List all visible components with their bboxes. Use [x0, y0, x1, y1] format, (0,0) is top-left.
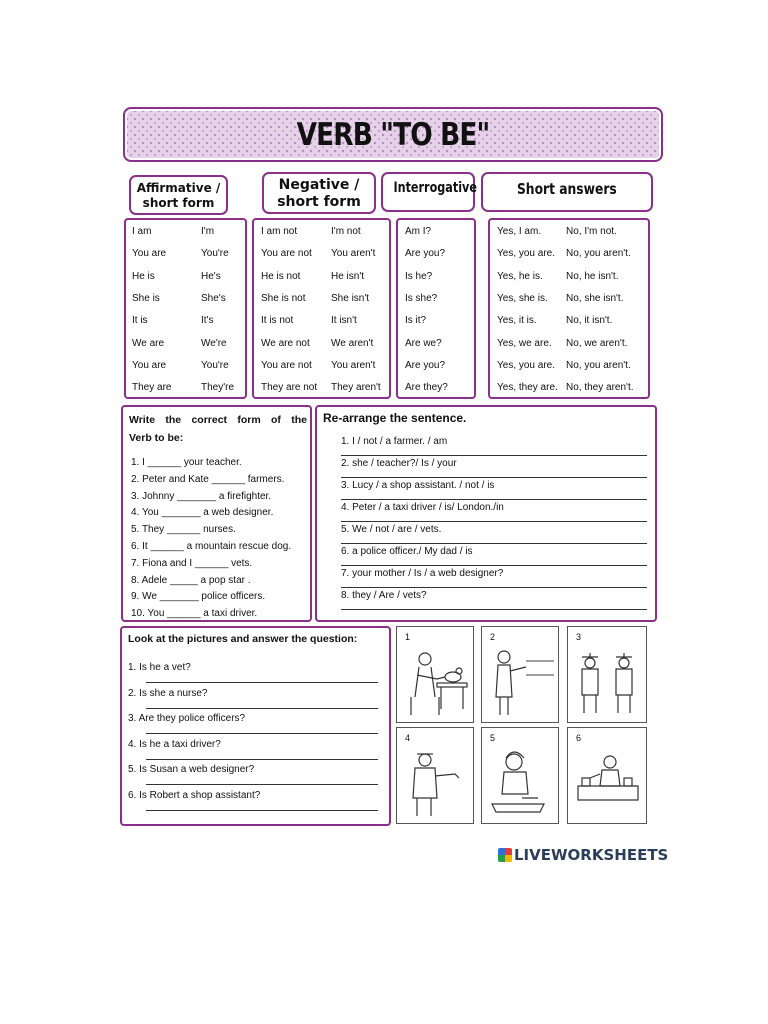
exercise-fill-in-title-line2: Verb to be: [129, 432, 184, 444]
table-cell: You are [132, 359, 167, 371]
table-cell: No, it isn't. [566, 315, 613, 327]
rearrange-item: 4. Peter / a taxi driver / is/ London./in [341, 502, 504, 513]
liveworksheets-logo-icon [498, 848, 512, 862]
picture-number: 4 [405, 733, 411, 743]
table-cell: It's [201, 315, 214, 327]
answer-line [146, 759, 378, 760]
table-cell: Yes, you are. [497, 248, 556, 260]
picture-5 [481, 727, 559, 824]
table-cell: Yes, it is. [497, 315, 537, 327]
answer-line [341, 587, 647, 588]
fill-in-item: 1. I ______ your teacher. [131, 457, 242, 468]
table-cell: Is she? [405, 292, 438, 304]
fill-in-item: 10. You ______ a taxi driver. [131, 608, 258, 620]
negative-header [262, 172, 376, 214]
answer-line [341, 565, 647, 566]
picture-1 [396, 626, 474, 723]
table-cell: They are not [261, 382, 318, 394]
table-cell: Are you? [405, 248, 446, 260]
picture-number: 3 [576, 632, 582, 642]
rearrange-item: 2. she / teacher?/ Is / your [341, 458, 457, 469]
question-item: 6. Is Robert a shop assistant? [128, 789, 261, 801]
table-cell: No, you aren't. [566, 248, 631, 260]
table-cell: It is [132, 315, 148, 327]
short-answers-header-text: Short answers [517, 180, 617, 198]
picture-6 [567, 727, 647, 824]
affirmative-table [124, 218, 247, 399]
table-cell: Is he? [405, 270, 433, 282]
picture-2 [481, 626, 559, 723]
liveworksheets-logo[interactable] [498, 846, 668, 864]
rearrange-item: 3. Lucy / a shop assistant. / not / is [341, 480, 495, 491]
table-cell: They are [132, 382, 172, 394]
table-cell: Are we? [405, 337, 442, 349]
table-cell: It isn't [331, 315, 357, 327]
table-cell: You aren't [331, 359, 376, 371]
answer-line [341, 609, 647, 610]
table-cell: No, they aren't. [566, 382, 634, 394]
table-cell: We aren't [331, 337, 374, 349]
picture-number: 1 [405, 632, 411, 642]
rearrange-item: 1. I / not / a farmer. / am [341, 436, 448, 447]
exercise-pictures-box [120, 626, 391, 826]
title-banner [123, 107, 663, 162]
answer-line [341, 543, 647, 544]
table-cell: No, he isn't. [566, 270, 619, 282]
table-cell: He's [201, 270, 221, 282]
rearrange-item: 6. a police officer./ My dad / is [341, 546, 473, 557]
fill-in-item: 9. We _______ police officers. [131, 591, 266, 603]
answer-line [146, 810, 378, 811]
fill-in-item: 2. Peter and Kate ______ farmers. [131, 473, 285, 485]
question-item: 3. Are they police officers? [128, 713, 246, 724]
rearrange-item: 8. they / Are / vets? [341, 590, 427, 601]
negative-table [252, 218, 391, 399]
interrogative-table [396, 218, 476, 399]
table-cell: Am I? [405, 226, 432, 237]
table-cell: No, I'm not. [566, 226, 617, 237]
picture-number: 2 [490, 632, 496, 642]
table-cell: He isn't [331, 270, 365, 282]
table-cell: Yes, I am. [497, 226, 542, 237]
table-cell: You're [201, 248, 229, 260]
interrogative-header [381, 172, 475, 212]
exercise-rearrange-box [315, 405, 657, 622]
table-cell: She is [132, 292, 160, 304]
fill-in-item: 7. Fiona and I ______ vets. [131, 557, 253, 569]
picture-3 [567, 626, 647, 723]
picture-number: 5 [490, 733, 496, 743]
answer-line [146, 733, 378, 734]
question-item: 2. Is she a nurse? [128, 687, 208, 699]
table-cell: It is not [261, 315, 294, 327]
short-answers-header [481, 172, 653, 212]
table-cell: Is it? [405, 315, 427, 327]
negative-header-line1: Negative / [278, 177, 360, 193]
table-cell: We are [132, 337, 165, 349]
table-cell: She isn't [331, 292, 370, 304]
table-cell: She is not [261, 292, 306, 304]
answer-line [341, 455, 647, 456]
table-cell: We are not [261, 337, 310, 349]
liveworksheets-logo-text: LIVEWORKSHEETS [514, 846, 669, 864]
table-cell: He is not [261, 270, 301, 282]
affirmative-header-line2: short form [142, 196, 215, 210]
answer-line [341, 499, 647, 500]
table-cell: Yes, we are. [497, 337, 552, 349]
table-cell: Yes, they are. [497, 382, 558, 394]
picture-4 [396, 727, 474, 824]
fill-in-item: 3. Johnny _______ a firefighter. [131, 490, 272, 502]
table-cell: Are they? [405, 382, 448, 394]
question-item: 4. Is he a taxi driver? [128, 738, 221, 750]
short-answers-table [488, 218, 650, 399]
exercise-fill-in-title-line1: Write the correct form of the [129, 414, 307, 426]
table-cell: No, you aren't. [566, 359, 631, 371]
affirmative-header-line1: Affirmative / [136, 181, 221, 195]
exercise-rearrange-title: Re-arrange the sentence. [323, 411, 467, 425]
answer-line [341, 521, 647, 522]
fill-in-item: 4. You _______ a web designer. [131, 507, 274, 519]
picture-number: 6 [576, 733, 582, 743]
table-cell: You are not [261, 248, 312, 260]
table-cell: You are [132, 248, 167, 260]
table-cell: No, she isn't. [566, 292, 624, 304]
rearrange-item: 5. We / not / are / vets. [341, 524, 442, 535]
exercise-fill-in-box [121, 405, 312, 622]
affirmative-header [129, 175, 228, 215]
table-cell: He is [132, 270, 155, 282]
table-cell: No, we aren't. [566, 337, 628, 349]
answer-line [146, 682, 378, 683]
page-title: VERB "TO BE" [296, 117, 490, 153]
table-cell: Are you? [405, 359, 446, 371]
negative-header-line2: short form [277, 194, 361, 210]
table-cell: You are not [261, 359, 312, 371]
answer-line [341, 477, 647, 478]
fill-in-item: 5. They ______ nurses. [131, 524, 236, 536]
table-cell: Yes, she is. [497, 292, 548, 304]
table-cell: You aren't [331, 248, 376, 260]
question-item: 5. Is Susan a web designer? [128, 764, 255, 775]
answer-line [146, 784, 378, 785]
table-cell: Yes, he is. [497, 270, 543, 282]
table-cell: I am not [261, 226, 298, 237]
table-cell: They're [201, 382, 235, 394]
fill-in-item: 6. It ______ a mountain rescue dog. [131, 541, 292, 552]
table-cell: You're [201, 359, 229, 371]
rearrange-item: 7. your mother / Is / a web designer? [341, 568, 504, 579]
exercise-pictures-title: Look at the pictures and answer the question: [128, 633, 358, 645]
interrogative-header-text: Interrogative [393, 180, 477, 196]
table-cell: I am [132, 226, 152, 237]
answer-line [146, 708, 378, 709]
table-cell: We're [201, 337, 227, 349]
fill-in-item: 8. Adele _____ a pop star . [131, 574, 251, 586]
table-cell: She's [201, 292, 226, 304]
table-cell: Yes, you are. [497, 359, 556, 371]
table-cell: I'm not [331, 226, 361, 237]
table-cell: I'm [201, 226, 215, 237]
table-cell: They aren't [331, 382, 381, 394]
question-item: 1. Is he a vet? [128, 662, 191, 673]
